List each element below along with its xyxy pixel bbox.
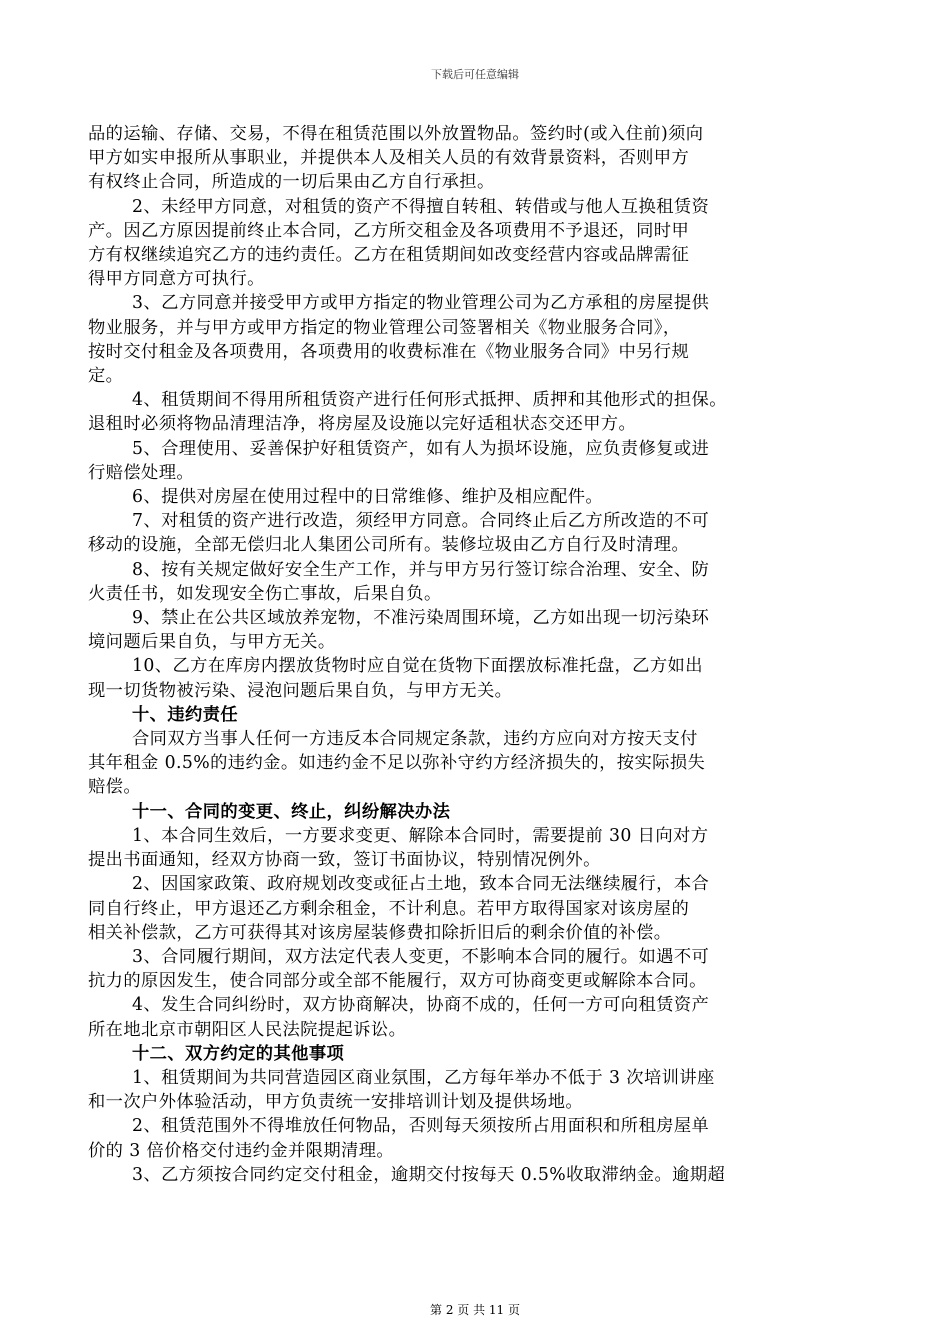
text-line: 移动的设施，全部无偿归北人集团公司所有。装修垃圾由乙方自行及时清理。: [88, 535, 690, 556]
text-line: 提出书面通知，经双方协商一致，签订书面协议，特别情况例外。: [88, 850, 601, 871]
text-line: 2、未经甲方同意，对租赁的资产不得擅自转租、转借或与他人互换租赁资: [132, 196, 710, 217]
text-line: 9、禁止在公共区域放养宠物，不准污染周围环境，乙方如出现一切污染环: [132, 608, 710, 629]
document-body: [88, 122, 863, 1187]
text-line: 价的 3 倍价格交付违约金并限期清理。: [88, 1140, 395, 1161]
text-line: 3、合同履行期间，双方法定代表人变更，不影响本合同的履行。如遇不可: [132, 946, 710, 967]
section-heading: 十一、合同的变更、终止，纠纷解决办法: [132, 801, 451, 822]
text-line: 10、乙方在库房内摆放货物时应自觉在货物下面摆放标准托盘，乙方如出: [132, 656, 703, 677]
text-line: 7、对租赁的资产进行改造，须经甲方同意。合同终止后乙方所改造的不可: [132, 511, 710, 532]
text-line: 甲方如实申报所从事职业，并提供本人及相关人员的有效背景资料，否则甲方: [88, 148, 690, 169]
text-line: 2、租赁范围外不得堆放任何物品，否则每天须按所占用面积和所租房屋单: [132, 1116, 710, 1137]
text-line: 4、租赁期间不得用所租赁资产进行任何形式抵押、质押和其他形式的担保。: [132, 390, 727, 411]
text-line: 所在地北京市朝阳区人民法院提起诉讼。: [88, 1019, 407, 1040]
text-line: 有权终止合同，所造成的一切后果由乙方自行承担。: [88, 172, 495, 193]
text-line: 1、本合同生效后，一方要求变更、解除本合同时，需要提前 30 日向对方: [132, 825, 709, 846]
text-line: 3、乙方同意并接受甲方或甲方指定的物业管理公司为乙方承租的房屋提供: [132, 293, 710, 314]
text-line: 5、合理使用、妥善保护好租赁资产，如有人为损坏设施，应负责修复或进: [132, 438, 710, 459]
text-line: 3、乙方须按合同约定交付租金，逾期交付按每天 0.5%收取滞纳金。逾期超: [132, 1164, 726, 1185]
text-line: 相关补偿款，乙方可获得其对该房屋装修费扣除折旧后的剩余价值的补偿。: [88, 922, 672, 943]
text-line: 火责任书，如发现安全伤亡事故，后果自负。: [88, 583, 442, 604]
text-line: 行赔偿处理。: [88, 462, 195, 483]
text-line: 方有权继续追究乙方的违约责任。乙方在租赁期间如改变经营内容或品牌需征: [88, 245, 690, 266]
text-line: 合同双方当事人任何一方违反本合同规定条款，违约方应向对方按天支付: [132, 729, 698, 750]
text-line: 现一切货物被污染、浸泡问题后果自负，与甲方无关。: [88, 680, 513, 701]
text-line: 4、发生合同纠纷时，双方协商解决，协商不成的，任何一方可向租赁资产: [132, 995, 710, 1016]
text-line: 物业服务，并与甲方或甲方指定的物业管理公司签署相关《物业服务合同》，: [88, 317, 681, 338]
text-line: 按时交付租金及各项费用，各项费用的收费标准在《物业服务合同》中另行规: [88, 341, 690, 362]
text-line: 得甲方同意方可执行。: [88, 269, 265, 290]
page-header: 下载后可任意编辑: [431, 68, 519, 81]
page-footer: 第 2 页 共 11 页: [430, 1303, 520, 1317]
text-line: 同自行终止，甲方退还乙方剩余租金，不计利息。若甲方取得国家对该房屋的: [88, 898, 690, 919]
text-line: 6、提供对房屋在使用过程中的日常维修、维护及相应配件。: [132, 487, 604, 508]
text-line: 其年租金 0.5%的违约金。如违约金不足以弥补守约方经济损失的，按实际损失: [88, 753, 706, 774]
text-line: 产。因乙方原因提前终止本合同，乙方所交租金及各项费用不予退还，同时甲: [88, 220, 690, 241]
text-line: 2、因国家政策、政府规划改变或征占土地，致本合同无法继续履行，本合: [132, 874, 710, 895]
text-line: 定。: [88, 366, 124, 387]
text-line: 8、按有关规定做好安全生产工作，并与甲方另行签订综合治理、安全、防: [132, 559, 710, 580]
text-line: 品的运输、存储、交易，不得在租赁范围以外放置物品。签约时(或入住前)须向: [88, 124, 704, 144]
text-line: 退租时必须将物品清理洁净，将房屋及设施以完好适租状态交还甲方。: [88, 414, 637, 435]
section-heading: 十、违约责任: [132, 704, 239, 725]
text-line: 赔偿。: [88, 777, 142, 798]
text-line: 抗力的原因发生，使合同部分或全部不能履行，双方可协商变更或解除本合同。: [88, 971, 707, 992]
section-heading: 十二、双方约定的其他事项: [132, 1043, 345, 1064]
text-line: 境问题后果自负，与甲方无关。: [88, 632, 336, 653]
text-line: 和一次户外体验活动，甲方负责统一安排培训计划及提供场地。: [88, 1092, 584, 1113]
text-line: 1、租赁期间为共同营造园区商业氛围，乙方每年举办不低于 3 次培训讲座: [132, 1067, 715, 1088]
